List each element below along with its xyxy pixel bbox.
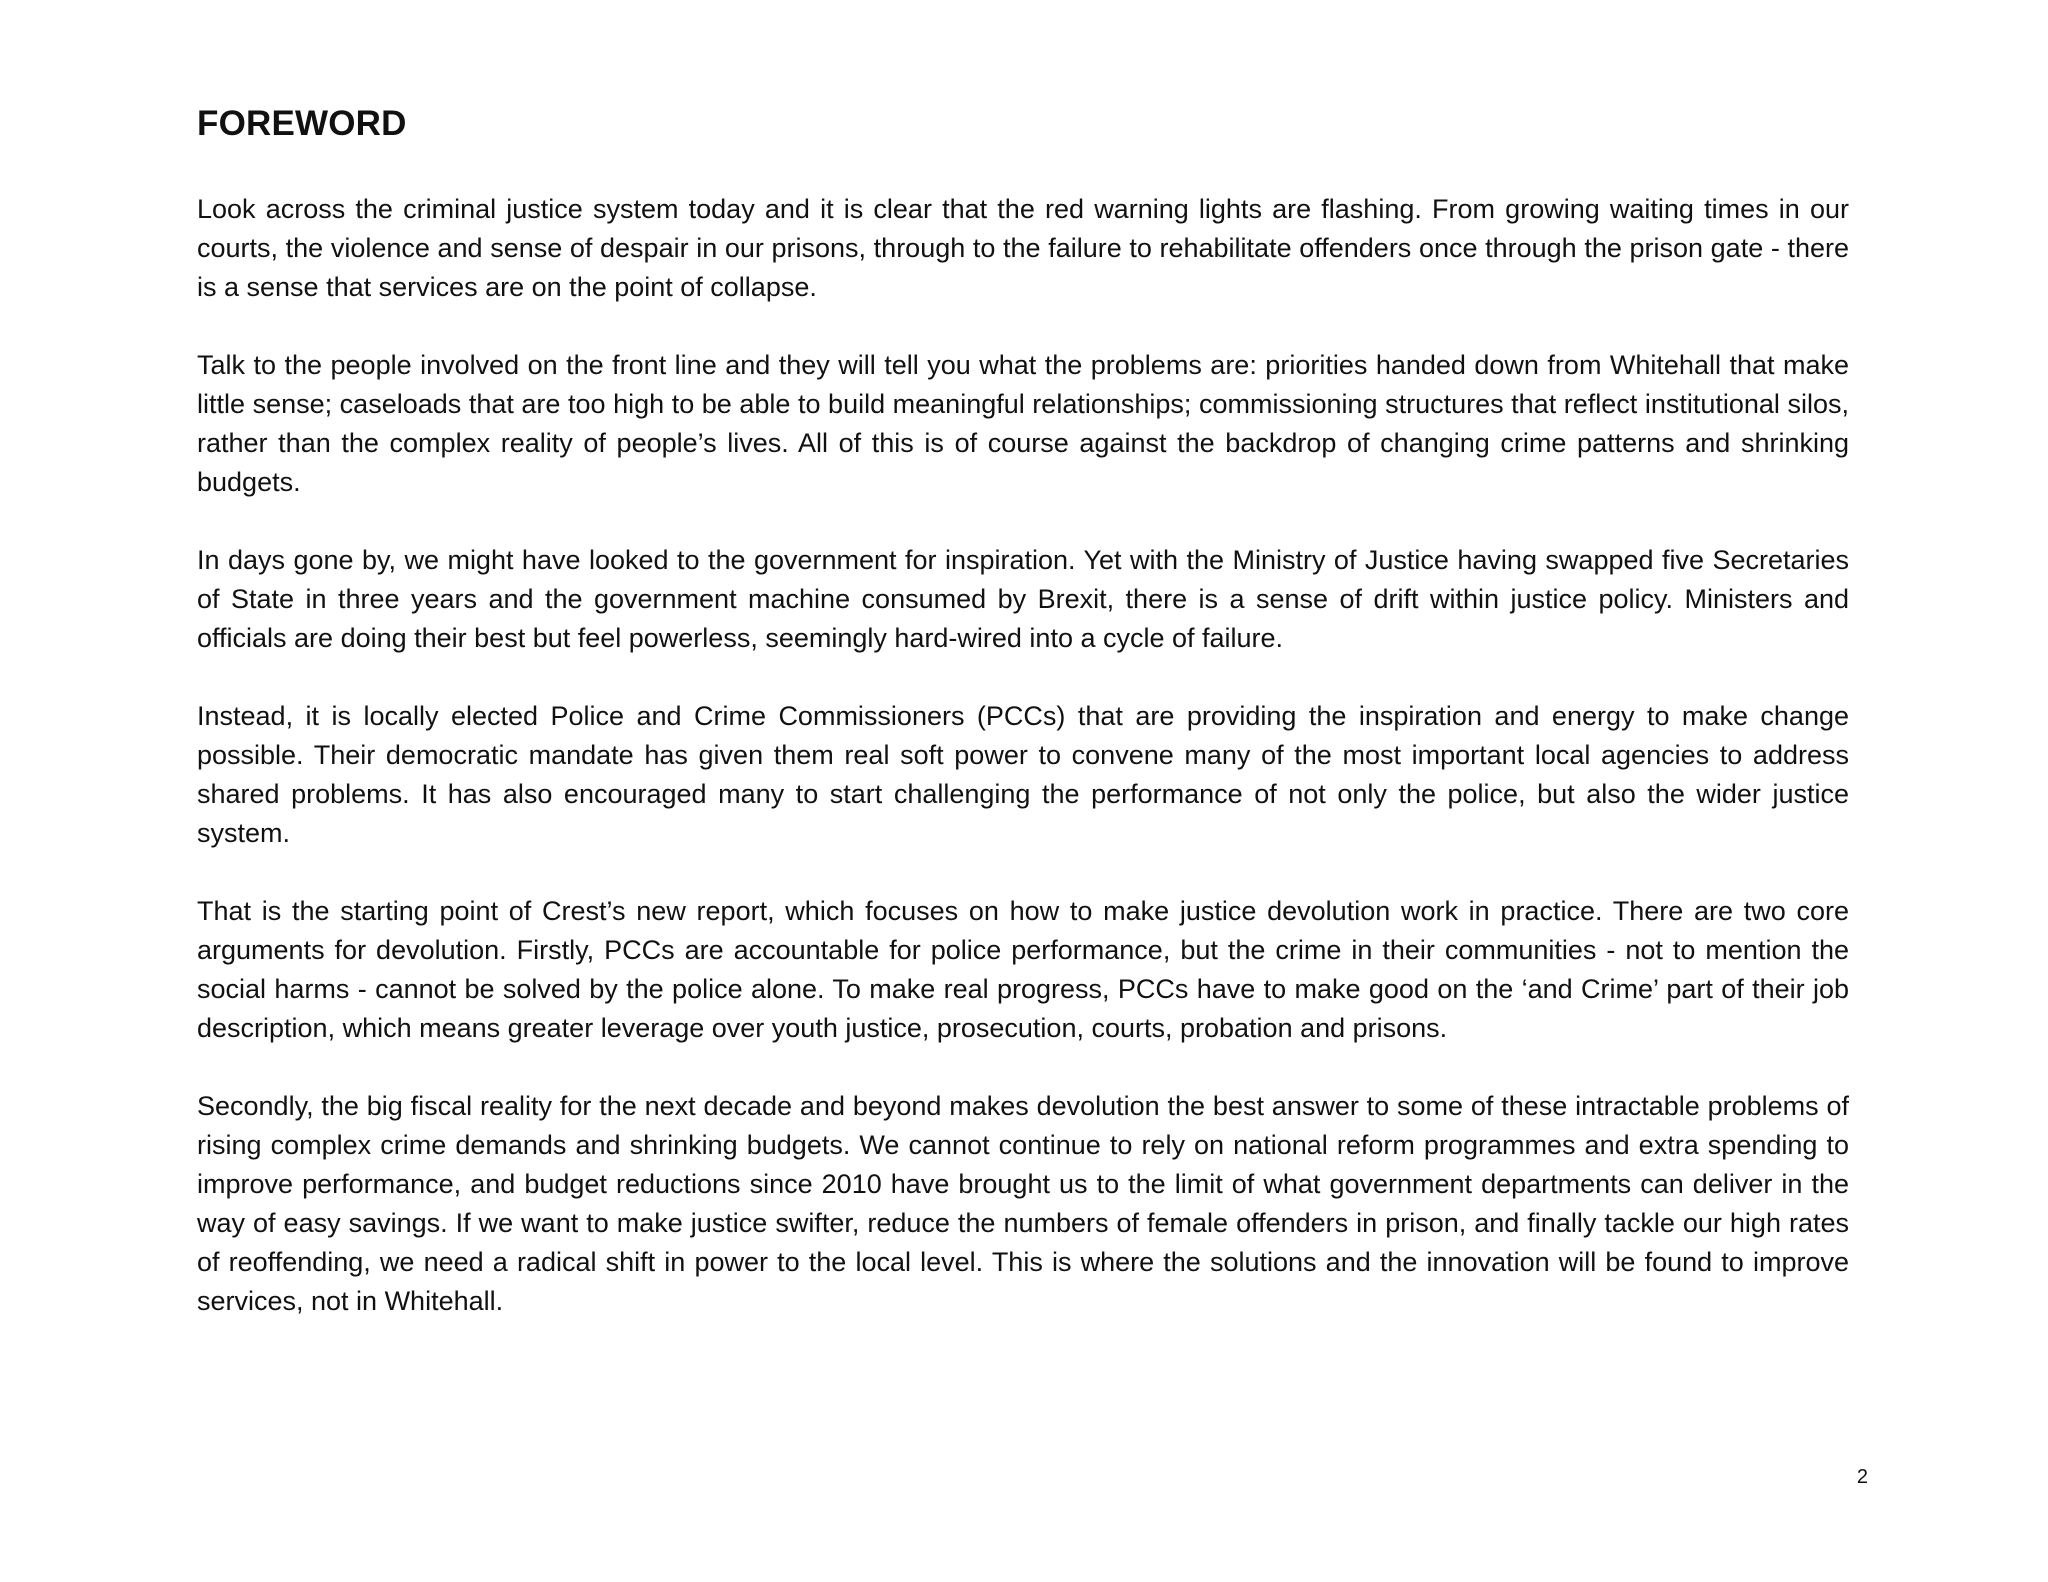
page-number: 2 [1856, 1466, 1868, 1488]
section-heading: FOREWORD [197, 104, 407, 143]
paragraph-5: That is the starting point of Crest’s new report, which focuses on how to make justice devolution work in practice. There are two core arguments for devolution. Firstly, PCCs are accountable for police performance, but the crime in their communities - not to mention the social harms - cannot be solved by the police alone. To make real progress, PCCs have to make good on the ‘and Crime’ part of their job description, which means greater leverage over youth justice, prosecution, courts, probation and prisons. [197, 896, 1849, 1043]
paragraph-3: In days gone by, we might have looked to the government for inspiration. Yet with the Ministry of Justice having swapped five Secretaries of State in three years and the government machine consumed by Brexit, there is a sense of drift within justice policy. Ministers and officials are doing their best but feel powerless, seemingly hard-wired into a cycle of failure. [197, 545, 1849, 653]
paragraph-2: Talk to the people involved on the front line and they will tell you what the problems are: priorities handed down from Whitehall that make little sense; caseloads that are too high to be able to build meaningful relationships; commissioning structures that reflect institutional silos, rather than the complex reality of people’s lives. All of this is of course against the backdrop of changing crime patterns and shrinking budgets. [197, 350, 1849, 497]
page-content [197, 100, 1849, 1360]
paragraph-6: Secondly, the big fiscal reality for the next decade and beyond makes devolution the best answer to some of these intractable problems of rising complex crime demands and shrinking budgets. We cannot continue to rely on national reform programmes and extra spending to improve performance, and budget reductions since 2010 have brought us to the limit of what government departments can deliver in the way of easy savings. If we want to make justice swifter, reduce the numbers of female offenders in prison, and finally tackle our high rates of reoffending, we need a radical shift in power to the local level. This is where the solutions and the innovation will be found to improve services, not in Whitehall. [197, 1091, 1849, 1316]
paragraph-1: Look across the criminal justice system today and it is clear that the red warning lights are flashing. From growing waiting times in our courts, the violence and sense of despair in our prisons, through to the failure to rehabilitate offenders once through the prison gate - there is a sense that services are on the point of collapse. [197, 194, 1849, 302]
paragraph-4: Instead, it is locally elected Police and Crime Commissioners (PCCs) that are providing the inspiration and energy to make change possible. Their democratic mandate has given them real soft power to convene many of the most important local agencies to address shared problems. It has also encouraged many to start challenging the performance of not only the police, but also the wider justice system. [197, 701, 1849, 848]
